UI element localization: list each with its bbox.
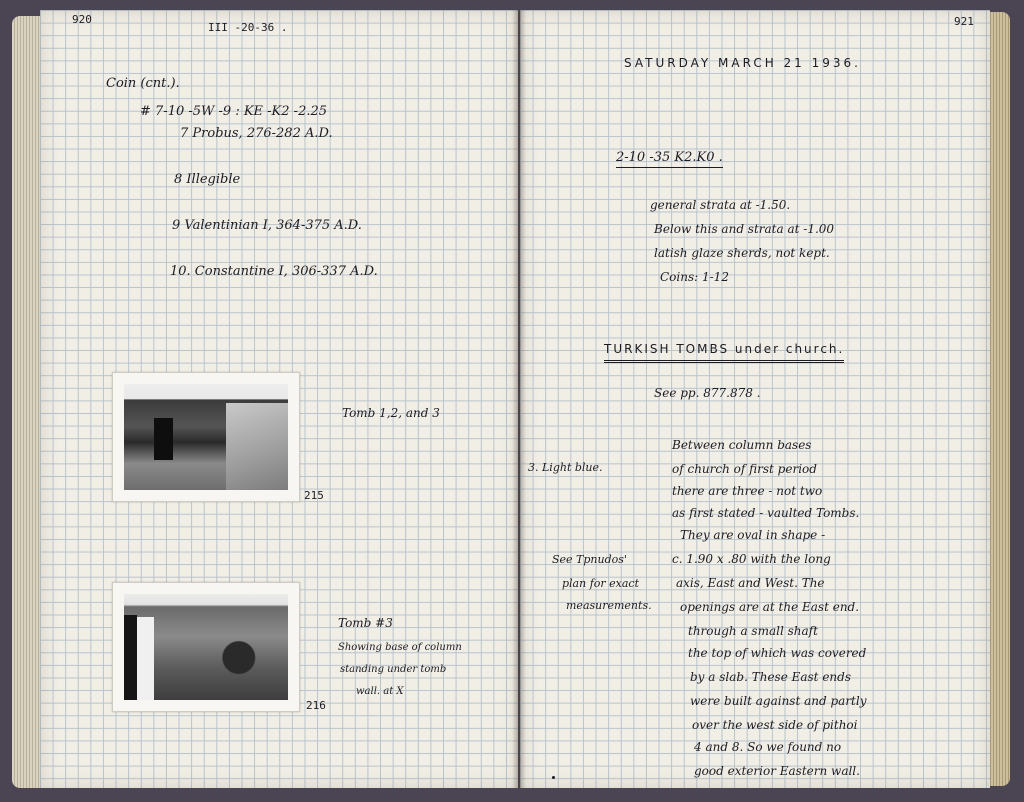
photo2-caption-line: wall. at X [356,686,404,697]
photo2-caption-title: Tomb #3 [338,616,393,630]
photo1-number: 215 [304,489,324,502]
left-page [40,10,518,788]
margin-note-plan: measurements. [566,599,652,612]
coin-heading: Coin (cnt.). [106,76,180,91]
ink-dot [552,776,555,779]
body-line: openings are at the East end. [680,600,860,614]
left-page-edges [12,16,42,788]
section1-line: Coins: 1-12 [660,270,729,284]
section1-line: latish glaze sherds, not kept. [654,246,830,260]
body-line: of church of first period [672,462,817,476]
body-line: Between column bases [672,438,812,452]
body-line: 4 and 8. So we found no [694,740,842,754]
left-page-number: 920 [72,13,92,26]
body-line: c. 1.90 x .80 with the long [672,552,831,566]
body-line: there are three - not two [672,484,823,498]
tomb-photo-216 [112,582,300,712]
body-line: as first stated - vaulted Tombs. [672,506,860,520]
photo2-caption-line: standing under tomb [340,664,447,675]
section1-heading: 2-10 -35 K2.K0 . [616,150,723,168]
right-page-number: 921 [954,15,974,28]
body-line: good exterior Eastern wall. [694,764,860,778]
section2-heading: TURKISH TOMBS under church. [604,342,844,363]
tomb-photo-image [124,594,288,700]
tomb-photo-image [124,384,288,490]
photo2-number: 216 [306,699,326,712]
photo2-caption-line: Showing base of column [338,642,462,653]
right-page [520,10,990,788]
tomb-photo-215 [112,372,300,502]
coin-entry: 8 Illegible [174,172,241,187]
margin-note-plan: plan for exact [562,577,639,590]
section1-line: Below this and strata at -1.00 [654,222,835,236]
right-page-edges [988,12,1010,786]
body-line: axis, East and West. The [676,576,825,590]
body-line: They are oval in shape - [680,528,826,542]
section1-line: general strata at -1.50. [650,198,791,212]
margin-note-plan: See Tpnudos' [552,553,627,566]
coin-entry: 10. Constantine I, 306-337 A.D. [170,264,378,279]
section2-reference: See pp. 877.878 . [654,386,761,400]
body-line: over the west side of pithoi [692,718,858,732]
body-line: were built against and partly [690,694,867,708]
book-gutter [512,10,526,788]
photo1-caption: Tomb 1,2, and 3 [342,406,440,420]
body-line: the top of which was covered [688,646,867,660]
body-line: by a slab. These East ends [690,670,851,684]
margin-note-color: 3. Light blue. [528,461,603,474]
left-date-header: III -20-36 . [208,21,288,34]
right-date-header: SATURDAY MARCH 21 1936. [624,56,861,70]
coin-entry: 7 Probus, 276-282 A.D. [180,126,333,141]
body-line: through a small shaft [688,624,818,638]
coin-entry: 9 Valentinian I, 364-375 A.D. [172,218,362,233]
coin-range: # 7-10 -5W -9 : KE -K2 -2.25 [140,104,328,119]
